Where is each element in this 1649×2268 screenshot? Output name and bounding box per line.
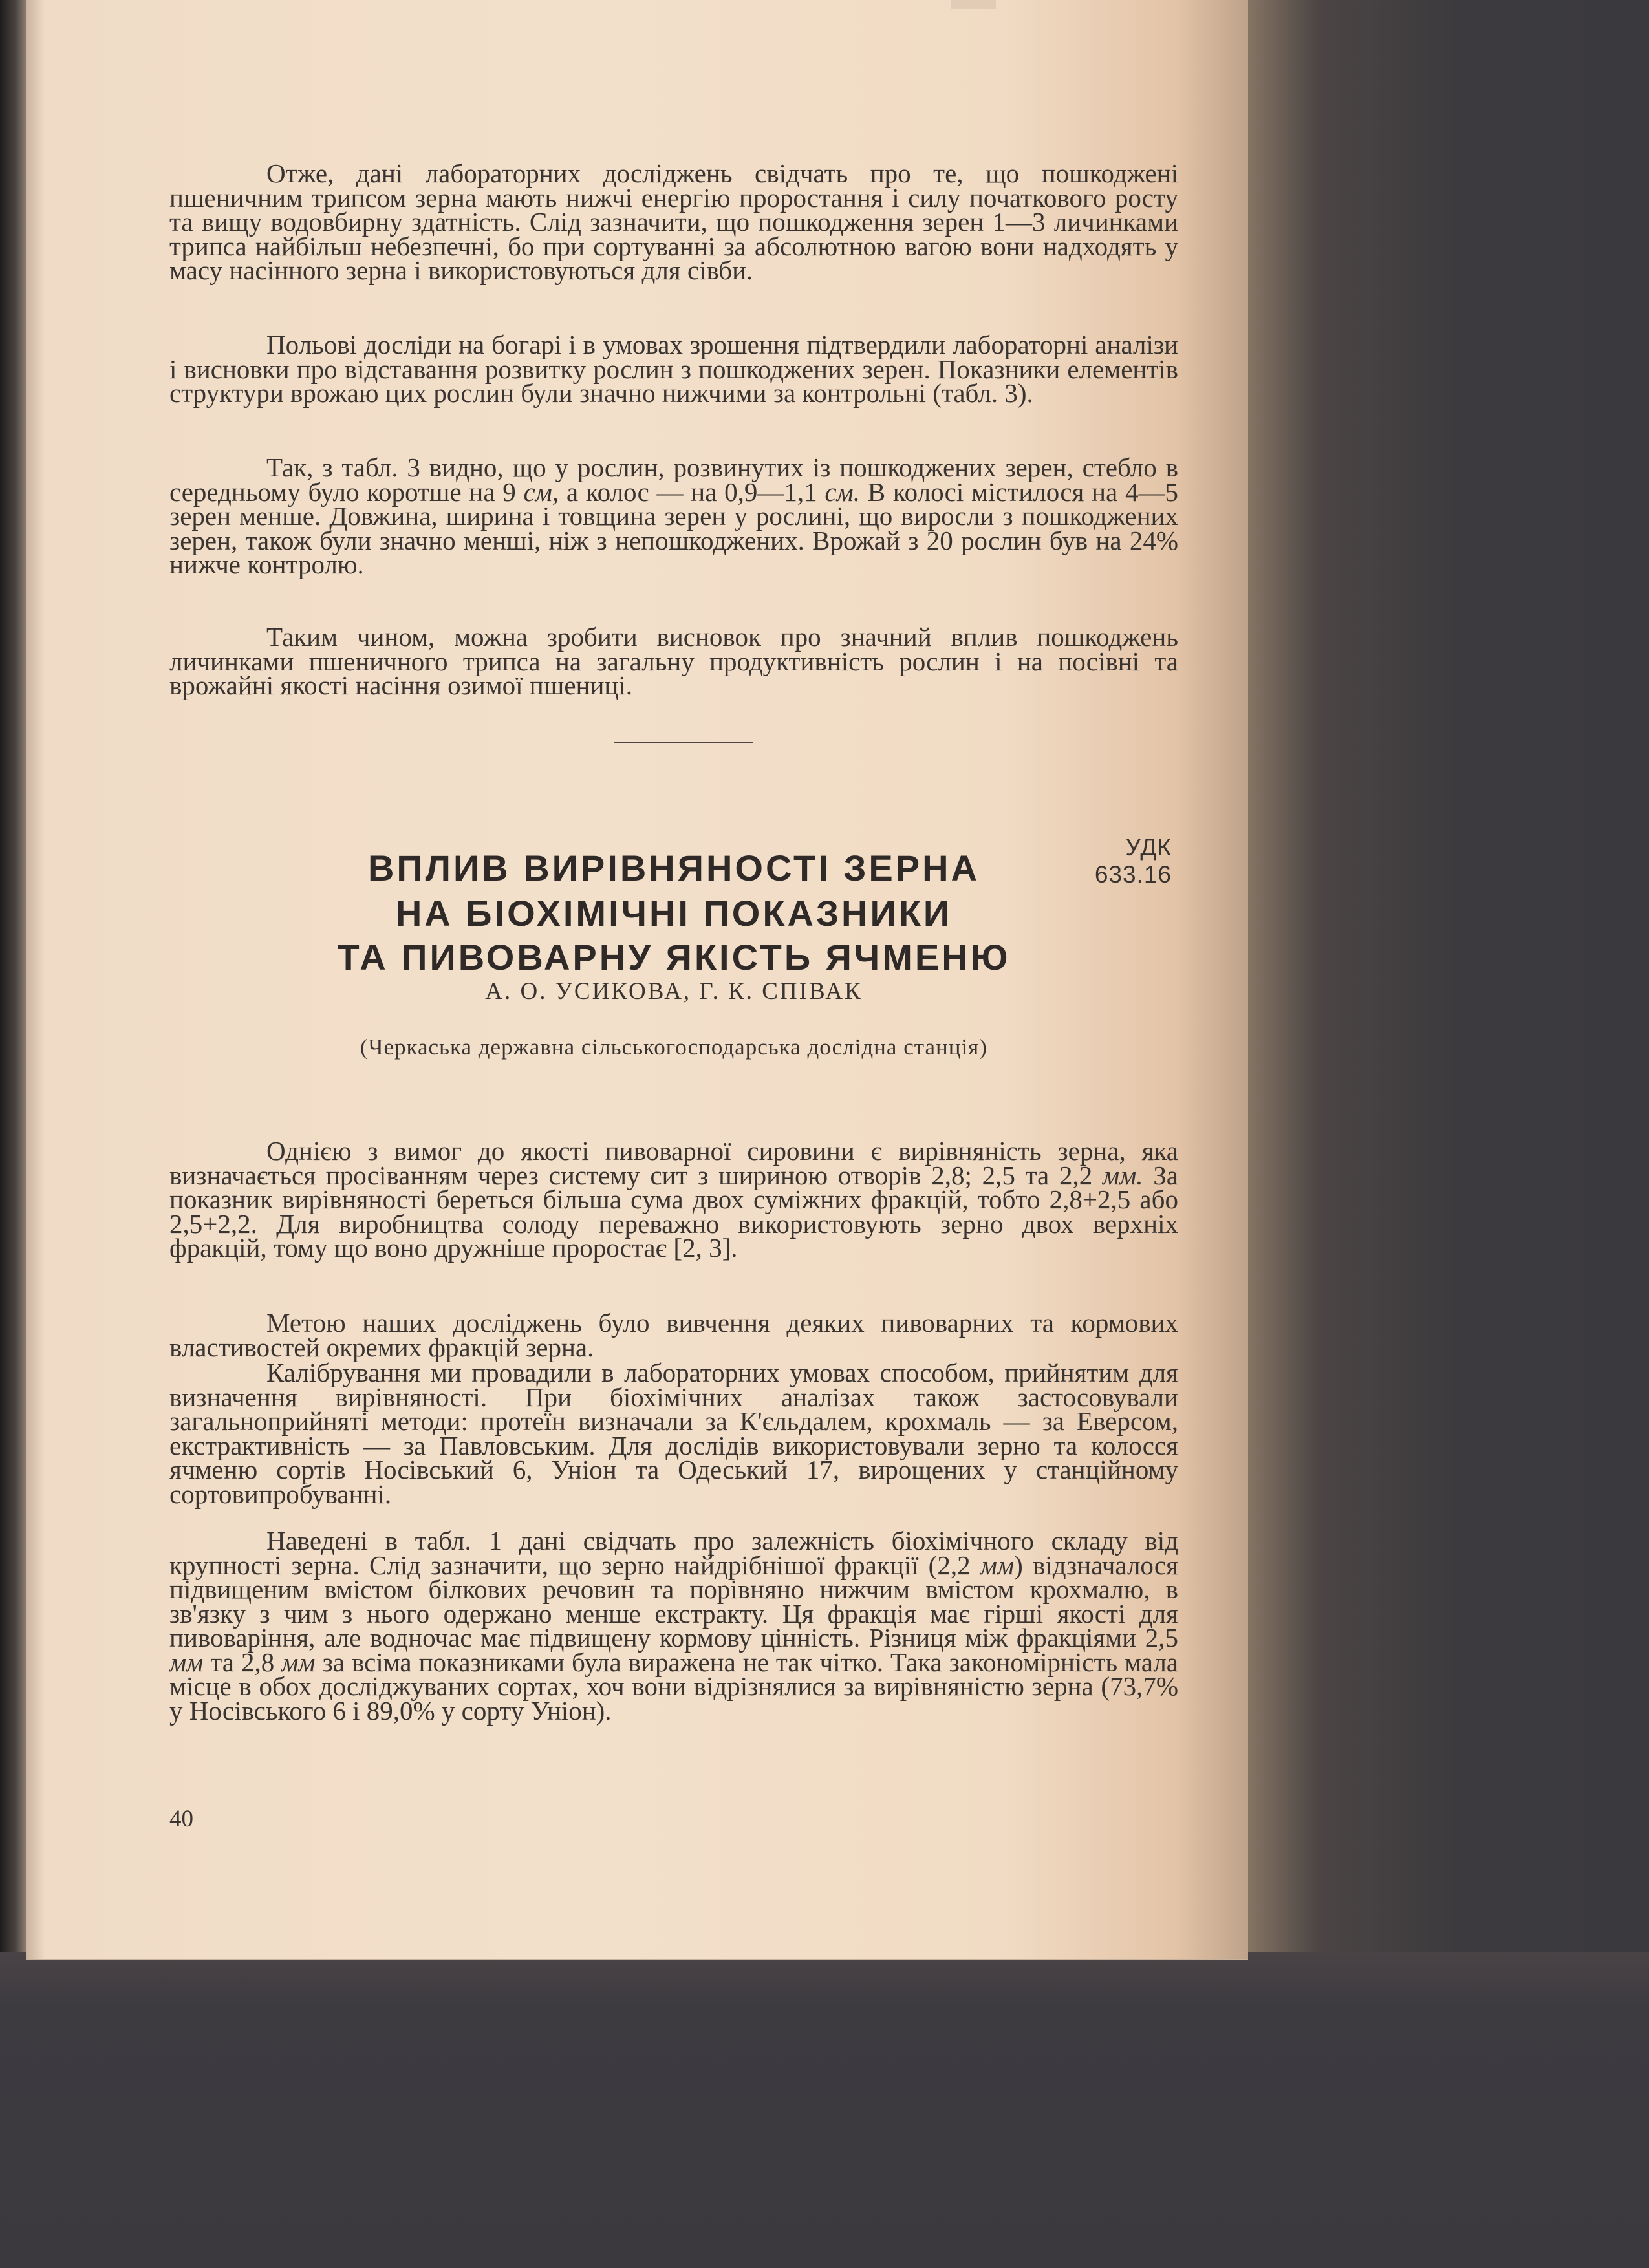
section-separator-line [614, 742, 753, 743]
udc-code: УДК 633.16 [1094, 834, 1172, 888]
unit-cm: см. [824, 476, 861, 507]
article-title-line-3: ТА ПИВОВАРНУ ЯКІСТЬ ЯЧМЕНЮ [337, 937, 1011, 978]
text-segment: За показник вирівняності береться більша сума двох суміжних фракцій, тобто 2,8+2,5 або 2,5+2,2. Для виробництва солоду переважно використовують зерно двох верхніх фракцій, тому що воно дружніше проростає [2, 3]. [169, 1160, 1178, 1263]
scan-background-bottom [0, 1952, 1649, 2268]
paragraph-table3-results [169, 453, 1178, 579]
paragraph-conclusion: Таким чином, можна зробити висновок про значний вплив пошкоджень личинками пшеничного трипса на загальну продуктивність рослин і на посівні та врожайні якості насіння озимої пшениці. [169, 622, 1178, 700]
text-segment: за всіма показниками була виражена не так чітко. Така закономірність мала місце в обох досліджуваних сортах, хоч вони відрізнялися за вирівняністю зерна (73,7% у Носівського 6 і 89,0% у сорту Уніон). [169, 1647, 1178, 1726]
text-segment: а колос — на 0,9—1,1 [559, 476, 825, 507]
unit-mm: мм [281, 1647, 316, 1677]
article-authors: А. О. УСИКОВА, Г. К. СПІВАК [485, 978, 863, 1005]
text-segment: Однією з вимог до якості пивоварної сировини є вирівняність зерна, яка визначається просіванням через систему сит з шириною отворів 2,8; 2,5 та 2,2 [169, 1136, 1178, 1190]
unit-mm: мм. [1102, 1160, 1143, 1190]
scan-background-right [1203, 0, 1649, 2268]
text-segment: В колосі містилося на 4—5 зерен менше. Довжина, ширина і товщина зерен у рослині, що виросли з пошкоджених зерен, також були значно менші, ніж з непошкоджених. Врожай з 20 рослин був на 24% нижче контролю. [169, 476, 1178, 579]
text-segment: ) відзначалося підвищеним вмістом білкових речовин та порівняно нижчим вмістом крохмалю, в зв'язку з чим з нього одержано менше екстракту. Ця фракція має гірші якості для пивоваріння, але водночас має підвищену кормову цінність. Різниця між фракціями 2,5 [169, 1550, 1178, 1653]
article-title-line-2: НА БІОХІМІЧНІ ПОКАЗНИКИ [395, 893, 953, 934]
paragraph-thrips-damage-lab: Отже, дані лабораторних досліджень свідчать про те, що пошкоджені пшеничним трипсом зерна мають нижчі енергію проростання і силу початкового росту та вищу водовбирну здатність. Слід зазначити, що пошкодження зерен 1—3 личинками трипса найбільш небезпечні, бо при сортуванні за абсолютною вагою вони надходять у масу насінного зерна і використовуються для сівби. [169, 158, 1178, 285]
paragraph-field-experiments: Польові досліди на богарі і в умовах зрошення підтвердили лабораторні аналізи і висновки про відставання розвитку рослин з пошкоджених зерен. Показники елементів структури врожаю цих рослин були значно нижчими за контрольні (табл. 3). [169, 330, 1178, 408]
article-affiliation: (Черкаська державна сільськогосподарська дослідна станція) [360, 1034, 987, 1060]
text-segment: Так, з табл. 3 видно, що у рослин, розвинутих із пошкоджених зерен, стебло в середньому було коротше на 9 [169, 453, 1178, 507]
paragraph-research-goal: Метою наших досліджень було вивчення деяких пивоварних та кормових властивостей окремих фракцій зерна. [169, 1308, 1178, 1362]
unit-cm: см, [523, 476, 559, 507]
text-segment: Наведені в табл. 1 дані свідчать про залежність біохімічного складу від крупності зерна. Слід зазначити, що зерно найдрібнішої фракції (2,2 [169, 1526, 1178, 1580]
scan-left-edge [0, 0, 26, 2268]
paragraph-grain-uniformity [169, 1136, 1178, 1263]
article-title-line-1: ВПЛИВ ВИРІВНЯНОСТІ ЗЕРНА [367, 848, 980, 888]
paragraph-table1-results [169, 1526, 1178, 1726]
unit-mm: мм [980, 1550, 1015, 1580]
unit-mm: мм [169, 1647, 204, 1677]
page-number: 40 [169, 1806, 193, 1832]
paragraph-methods: Калібрування ми провадили в лабораторних умовах способом, прийнятим для визначення вирівняності. При біохімічних аналізах також застосовували загальноприйняті методи: протеїн визначали за К'єльдалем, крохмаль — за Еверсом, екстрактивність — за Павловським. Для дослідів використовували зерно та колосся ячменю сортів Носівський 6, Уніон та Одеський 17, вирощених у станційному сортовипробуванні. [169, 1358, 1178, 1509]
text-segment: та 2,8 [203, 1647, 282, 1677]
